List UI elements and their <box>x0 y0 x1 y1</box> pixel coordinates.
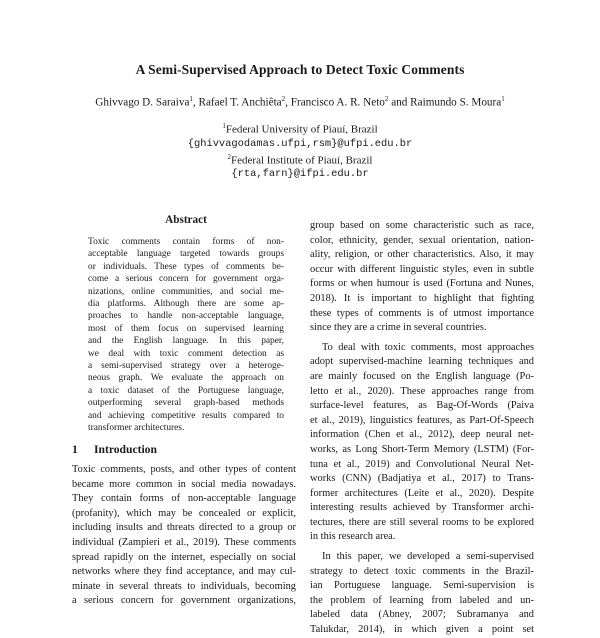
text-line: letto et al., 2020). These approaches range from <box>310 385 534 397</box>
introduction-left-column <box>72 463 296 609</box>
text-line: come a serious concern for government orga- <box>88 274 284 285</box>
affiliation-name: Federal University of Piauí, Brazil <box>225 123 378 136</box>
text-line: Toxic comments, posts, and other types of content <box>72 464 296 475</box>
affiliation-name: Federal Institute of Piauí, Brazil <box>231 154 373 167</box>
text-line: occur with different linguistic styles, even in subtle <box>310 263 534 275</box>
text-line: works (CNN) (Badjatiya et al., 2017) to Trans- <box>310 473 534 485</box>
text-line: the problem of learning from labeled and un- <box>310 594 534 606</box>
paragraph <box>310 341 534 545</box>
text-line: these types of comments is of utmost importance <box>310 307 534 319</box>
text-line: and the English language. In this paper, <box>88 336 284 347</box>
abstract-body <box>88 236 284 435</box>
text-line: minate in several threats to individuals, becoming <box>72 580 296 592</box>
text-line: neous graph. We evaluate the approach on <box>88 373 284 384</box>
text-line: In this paper, we developed a semi-supervised <box>322 551 534 563</box>
section-heading-introduction <box>72 443 157 456</box>
text-line: tectures, there are still several rooms to be explored <box>310 516 534 528</box>
author-name: Ghivvago D. Saraiva <box>95 96 190 109</box>
text-line: networks where they find acceptance, and may cul- <box>72 566 296 578</box>
text-line: surface-level features, as Bag-Of-Words (Paiva <box>310 400 534 412</box>
text-line: ality, religion, or other characteristics. Also, it may <box>310 249 534 261</box>
section-number: 1 <box>72 443 78 456</box>
text-line: transformer architectures. <box>88 423 185 434</box>
section-title: Introduction <box>94 443 157 456</box>
author-separator: , <box>192 96 199 109</box>
text-line: in this research area. <box>310 531 396 543</box>
text-line: acceptable language targeted towards groups <box>88 249 284 260</box>
text-line: dia platforms. Although there are some ap- <box>88 299 284 310</box>
text-line: a semi-supervised strategy over a heteroge- <box>88 361 284 372</box>
text-line: a toxic dataset of the Portuguese language, <box>88 385 284 396</box>
text-line: former architectures (Leite et al., 2020). Despite <box>310 487 534 499</box>
author-name: Francisco A. R. Neto <box>290 96 385 109</box>
paper-title: A Semi-Supervised Approach to Detect Toxic Comments <box>135 62 465 77</box>
text-line: works, as Long Short-Term Memory (LSTM) (For- <box>310 443 534 455</box>
text-line: and achieving competitive results compared to <box>88 410 284 421</box>
text-line: They contain forms of non-acceptable language <box>72 493 296 505</box>
author-affiliation-mark: 1 <box>189 95 193 103</box>
text-line: strategy to detect toxic comments in the Brazil- <box>310 565 534 577</box>
author-separator: , <box>285 96 291 109</box>
text-line: Toxic comments contain forms of non- <box>88 237 284 247</box>
text-line: group based on some characteristic such as race, <box>310 220 534 231</box>
author-affiliation-mark: 2 <box>281 95 286 103</box>
text-line: To deal with toxic comments, most approaches <box>322 341 534 353</box>
text-line: (profanity), which may be concealed or explicit, <box>72 507 296 519</box>
text-line: nizations, online communities, and social me- <box>88 286 284 297</box>
text-line: labeled data (Abney, 2007; Subramanya and <box>310 609 534 621</box>
text-line: most of them focus on supervised learning <box>88 323 284 334</box>
text-line: et al., 2019), linguistics features, as Part-Of-Speech <box>310 414 534 426</box>
text-line: ian Portuguese language. Semi-supervision is <box>310 580 534 592</box>
text-line: information (Chen et al., 2012), deep neural net- <box>310 429 534 441</box>
author-list <box>0 95 600 109</box>
text-line: individual (Zampieri et al., 2019). These comments <box>72 536 296 548</box>
text-line: forms or when humour is used (Fortuna and Nunes, <box>310 278 534 290</box>
right-column-body <box>310 219 534 638</box>
text-line: a serious concern for government organizations, <box>72 595 296 607</box>
affiliation-1 <box>0 122 600 136</box>
text-line: are mainly focused on the English language (Po- <box>310 370 534 382</box>
text-line: 2018). It is important to highlight that fighting <box>310 292 534 304</box>
text-line: color, ethnicity, gender, sexual orientation, nation- <box>310 234 534 246</box>
text-line: including insults and threats directed to a group or <box>72 522 296 534</box>
author-affiliation-mark: 1 <box>501 95 505 103</box>
paragraph <box>310 550 534 638</box>
affiliation-2-email: {rta,farn}@ifpi.edu.br <box>231 168 369 180</box>
text-line: we deal with toxic comment detection as <box>88 348 284 359</box>
paragraph <box>310 219 534 336</box>
text-line: or individuals. These types of comments be- <box>88 261 284 272</box>
text-line: Talukdar, 2014), in which given a point set <box>310 624 534 636</box>
abstract-heading: Abstract <box>165 214 207 226</box>
affiliation-1-email: {ghivvagodamas.ufpi,rsm}@ufpi.edu.br <box>187 138 413 150</box>
text-line: became more common in social media nowadays. <box>72 478 296 490</box>
text-line: since they are a crime in several countries. <box>310 322 487 334</box>
affiliation-mark: 1 <box>222 122 226 130</box>
text-line: spread rapidly on the internet, especially on social <box>72 551 296 563</box>
author-name: Raimundo S. Moura <box>410 96 502 109</box>
text-line: proaches to handle non-acceptable language, <box>88 311 284 322</box>
text-line: interesting results achieved by Transformer archi- <box>310 502 534 514</box>
text-line: adopt supervised-machine learning techniques and <box>310 356 534 368</box>
affiliation-mark: 2 <box>227 153 232 161</box>
author-separator: and <box>388 96 411 109</box>
author-name: Rafael T. Anchiêta <box>198 96 282 109</box>
text-line: tuna et al., 2019) and Convolutional Neural Net- <box>310 458 534 470</box>
author-affiliation-mark: 2 <box>384 95 389 103</box>
affiliation-2 <box>0 153 600 167</box>
text-line: outperforming several graph-based methods <box>88 398 284 409</box>
